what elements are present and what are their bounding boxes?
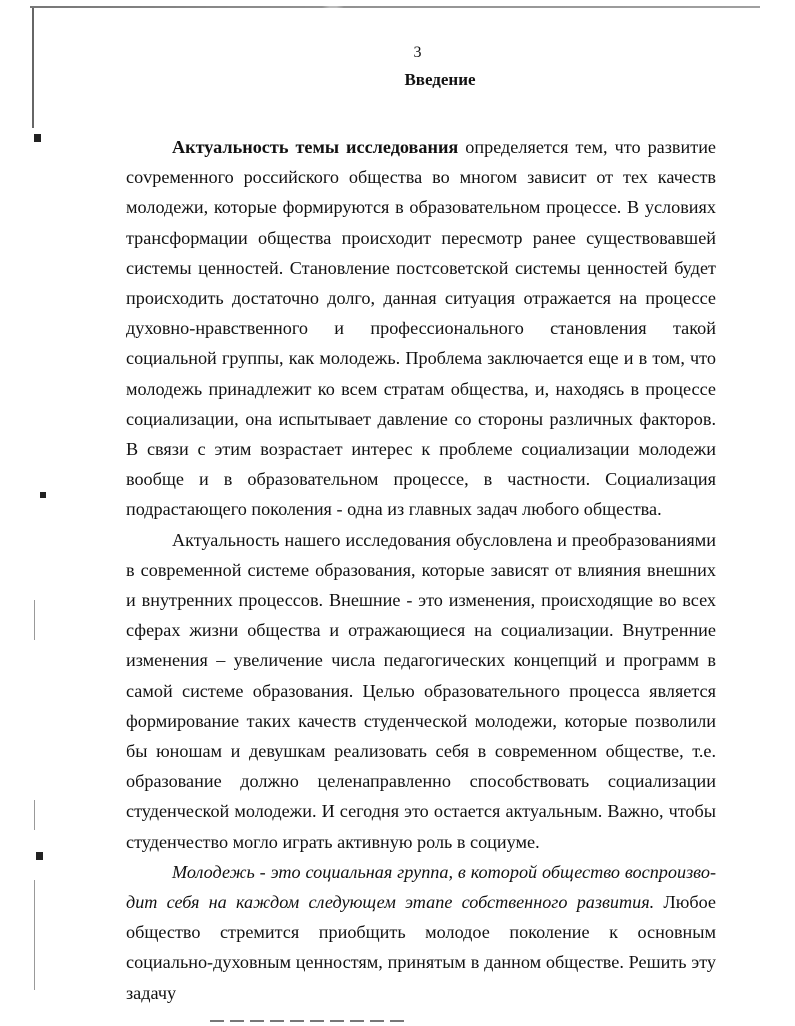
- scan-mark: [34, 134, 41, 142]
- scan-mark: [36, 852, 43, 860]
- scan-edge-left: [32, 8, 34, 128]
- paragraph-text: определяется тем, что развитие соvременного российского общества во многом зависит от тех качеств молодежи, которые формируются в образовательном процессе. В условиях трансформации общества происходит пересмотр ранее существовавшей системы ценностей. Становление постсоветской системы ценностей будет происходить достаточно долго, данная ситуация отражается на процессе духовно-нравственного и профессионального становления такой социальной группы, как молодежь. Проблема заключается еще и в том, что молодежь принадлежит ко всем стратам общества, и, находясь в процессе социализации, она испытывает давление со стороны различных факторов. В связи с этим возрастает интерес к проблеме социализации молодежи вообще и в образовательном процессе, в частности. Социализация подрастающего поколения - одна из главных задач любого общества.: [126, 137, 716, 520]
- scan-edge-bottom: [210, 1020, 410, 1022]
- scan-edge-top: [30, 6, 760, 8]
- paragraph: [126, 525, 716, 857]
- document-body: [126, 132, 716, 1008]
- scan-margin-line: [34, 800, 35, 830]
- page-title: Введение: [404, 70, 476, 89]
- scan-margin-line: [34, 880, 35, 990]
- paragraph: [126, 132, 716, 525]
- page-number: 3: [413, 44, 422, 61]
- paragraph-text: Актуальность нашего исследования обусловлена и преобразованиями в современной системе образования, которые зависят от влияния внешних и внутренних процессов. Внешние - это изменения, происходящие во всех сферах жизни общества и отражающиеся на социализации. Внутренние изменения – увеличение числа педагогических концепций и программ в самой системе образования. Целью образовательного процесса является формирование таких качеств студенческой молодежи, которые позволили бы юношам и девушкам реализовать себя в современном обществе, т.е. образование должно целенаправленно способствовать социализации студенческой молодежи. И сегодня это остается актуальным. Важно, чтобы студенчество могло играть активную роль в социуме.: [126, 529, 716, 852]
- paragraph-text: Любое общество стремится приобщить молодое поколение к основным социально-духовным ценностям, принятым в данном обществе. Решить эту задачу: [126, 892, 716, 1003]
- scan-mark: [40, 492, 46, 498]
- paragraph: [126, 857, 716, 1008]
- paragraph-lead: Актуальность темы исследования: [172, 137, 459, 157]
- paragraph-definition: Молодежь - это социальная группа, в которой общество воспроизводит себя на каждом следующем этапе собственного развития.: [126, 861, 716, 913]
- scan-margin-line: [34, 600, 35, 640]
